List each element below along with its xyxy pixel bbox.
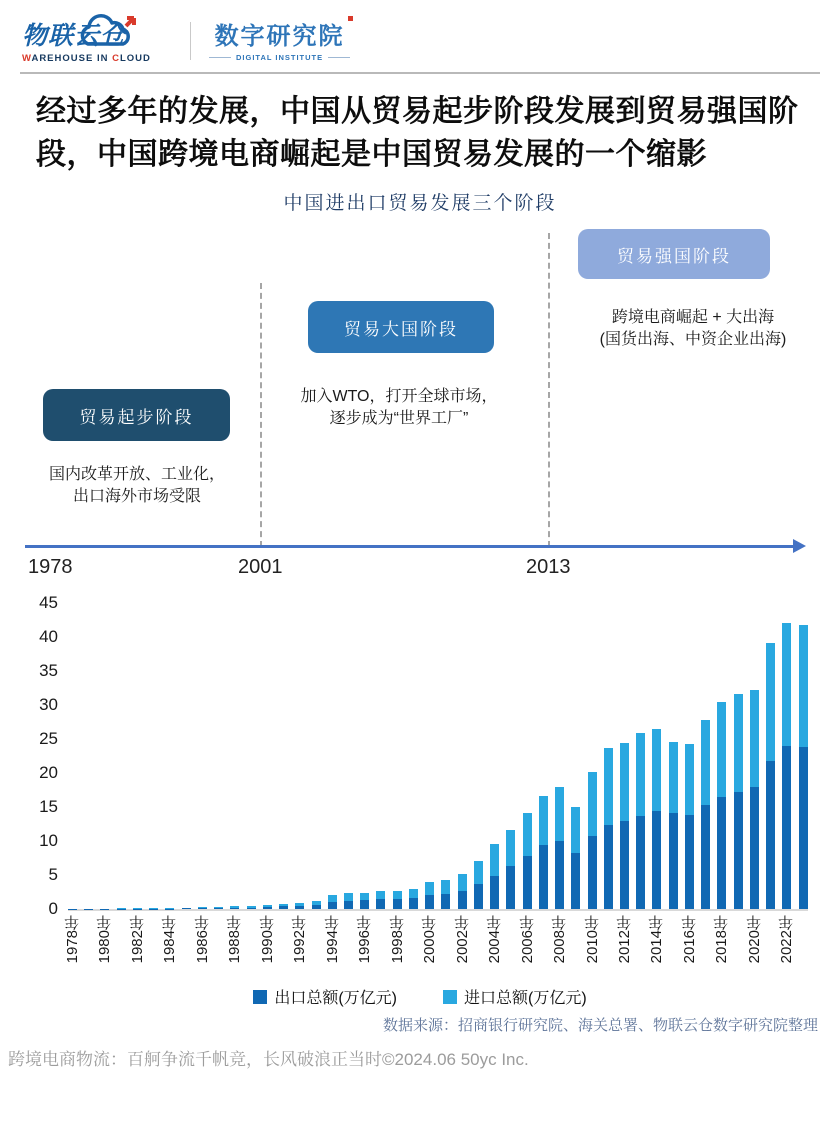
import-segment (458, 874, 467, 891)
export-segment (506, 866, 515, 909)
bar-2023 (799, 625, 808, 909)
bar-1983 (149, 908, 158, 909)
page-title: 经过多年的发展，中国从贸易起步阶段发展到贸易强国阶段，中国跨境电商崛起是中国贸易发展的一个缩影 (36, 95, 799, 171)
stage-box-start: 贸易起步阶段 (43, 389, 230, 441)
export-segment (685, 815, 694, 909)
bar-2007 (539, 796, 548, 909)
red-pixel-deco (348, 16, 353, 21)
import-segment (360, 893, 369, 901)
bar-2012 (620, 743, 629, 909)
export-segment (409, 898, 418, 909)
import-segment (523, 813, 532, 856)
export-segment (376, 899, 385, 909)
export-segment (247, 908, 256, 909)
export-segment (490, 876, 499, 909)
x-tick-label: 1996年 (356, 915, 374, 964)
y-tick-label: 35 (39, 661, 58, 680)
x-tick-label: 1980年 (96, 915, 114, 964)
bar-1987 (214, 907, 223, 909)
bar-2018 (717, 702, 726, 909)
export-segment (523, 856, 532, 909)
export-segment (214, 908, 223, 909)
timeline-axis (25, 545, 795, 548)
legend-item-import: 进口总额(万亿元) (443, 985, 587, 1008)
x-tick-label: 2002年 (453, 915, 471, 964)
bar-1992 (295, 903, 304, 909)
x-tick-2022 (778, 915, 796, 964)
import-segment (652, 729, 661, 811)
import-segment (555, 787, 564, 841)
export-segment (295, 906, 304, 909)
export-segment (182, 908, 191, 909)
export-segment (636, 816, 645, 909)
x-tick-2010 (583, 915, 601, 964)
export-segment (652, 811, 661, 909)
import-segment (750, 690, 759, 787)
import-segment (604, 748, 613, 825)
bar-2016 (685, 744, 694, 909)
y-tick-label: 20 (39, 763, 58, 782)
x-tick-label: 2012年 (615, 915, 633, 964)
x-tick-2021 (766, 915, 775, 963)
export-segment (474, 884, 483, 909)
x-tick-label: 1984年 (161, 915, 179, 964)
export-segment (766, 761, 775, 909)
import-segment (490, 844, 499, 876)
import-segment (620, 743, 629, 821)
y-tick-label: 40 (39, 627, 58, 646)
x-tick-2023 (799, 915, 808, 963)
digital-institute-logo (209, 16, 350, 64)
export-segment (230, 908, 239, 909)
stage-divider-2013 (548, 233, 550, 547)
bar-2008 (555, 787, 564, 909)
y-axis (20, 593, 58, 918)
export-segment (604, 825, 613, 909)
import-segment (701, 720, 710, 805)
x-tick-label: 2022年 (778, 915, 796, 964)
bar-2020 (750, 690, 759, 909)
bar-1995 (344, 893, 353, 909)
export-swatch (253, 990, 267, 1004)
export-segment (344, 901, 353, 910)
bar-1994 (328, 895, 337, 909)
export-segment (588, 836, 597, 909)
import-segment (685, 744, 694, 815)
x-tick-2003 (474, 915, 483, 963)
x-tick-1999 (409, 915, 418, 963)
import-segment (441, 880, 450, 894)
x-tick-label: 1992年 (291, 915, 309, 964)
stage-desc-start: 国内改革开放、工业化， 出口海外市场受限 (48, 466, 225, 505)
x-tick-1989 (247, 915, 256, 963)
x-tick-1985 (182, 915, 191, 963)
y-tick-label: 15 (39, 797, 58, 816)
export-segment (198, 908, 207, 909)
bar-2017 (701, 720, 710, 909)
x-tick-1997 (376, 915, 385, 963)
x-tick-label: 2014年 (648, 915, 666, 964)
x-tick-2005 (506, 915, 515, 963)
bar-2010 (588, 772, 597, 909)
x-tick-1988 (226, 915, 244, 964)
import-segment (782, 623, 791, 746)
bar-2014 (652, 729, 661, 909)
x-tick-2009 (571, 915, 580, 963)
export-segment (555, 841, 564, 909)
import-segment (376, 891, 385, 899)
x-tick-2016 (680, 915, 698, 964)
export-segment (571, 853, 580, 909)
x-tick-1981 (117, 915, 126, 963)
x-tick-2012 (615, 915, 633, 964)
x-tick-1991 (279, 915, 288, 963)
bar-2004 (490, 844, 499, 909)
x-tick-label: 1990年 (258, 915, 276, 964)
bar-2015 (669, 742, 678, 909)
header-divider (190, 22, 191, 60)
bar-1986 (198, 907, 207, 909)
x-tick-1993 (312, 915, 321, 963)
x-tick-1998 (388, 915, 406, 964)
org-cn-text: 数字研究院 (215, 16, 345, 51)
export-segment (263, 907, 272, 909)
logo-en-text: WAREHOUSE IN CLOUD (22, 53, 151, 64)
bar-1985 (182, 908, 191, 909)
bar-1984 (165, 908, 174, 909)
export-segment (539, 845, 548, 909)
bar-1982 (133, 908, 142, 909)
x-tick-label: 2000年 (421, 915, 439, 964)
import-segment (799, 625, 808, 747)
export-segment (669, 813, 678, 909)
x-tick-2015 (669, 915, 678, 963)
stage-desc-strong-power: 跨境电商崛起 + 大出海 (国货出海、中资企业出海) (599, 309, 787, 348)
stage-box-major-power: 贸易大国阶段 (308, 301, 494, 353)
x-tick-2004 (486, 915, 504, 964)
bar-2005 (506, 830, 515, 909)
org-en-text: DIGITAL INSTITUTE (209, 53, 350, 62)
bar-2002 (458, 874, 467, 909)
x-tick-label: 2018年 (713, 915, 731, 964)
x-tick-2002 (453, 915, 471, 964)
bar-1998 (393, 891, 402, 909)
deco-dash-left (209, 57, 231, 58)
x-tick-1978 (64, 915, 81, 964)
export-segment (360, 900, 369, 909)
x-tick-2014 (648, 915, 666, 964)
x-tick-2011 (604, 915, 613, 963)
bar-1999 (409, 889, 418, 909)
y-tick-label: 45 (39, 593, 58, 612)
x-tick-label: 1998年 (388, 915, 406, 964)
import-segment (409, 889, 418, 898)
bar-1993 (312, 901, 321, 909)
bar-2019 (734, 694, 743, 909)
import-segment (328, 895, 337, 902)
timeline-year-2013: 2013 (526, 556, 571, 578)
x-tick-label: 2004年 (486, 915, 504, 964)
export-segment (441, 894, 450, 909)
y-tick-label: 0 (48, 899, 58, 918)
warehouse-in-cloud-logo (22, 14, 172, 64)
stage-box-strong-power: 贸易强国阶段 (578, 229, 770, 279)
x-tick-1996 (356, 915, 374, 964)
bar-2009 (571, 807, 580, 909)
timeline-year-1978: 1978 (28, 556, 73, 578)
x-tick-label: 2010年 (583, 915, 601, 964)
import-swatch (443, 990, 457, 1004)
trade-bar-chart (20, 583, 820, 977)
bar-2021 (766, 643, 775, 909)
x-tick-1980 (96, 915, 114, 964)
import-segment (474, 861, 483, 884)
x-axis (64, 915, 808, 964)
page-footer: 跨境电商物流：百舸争流千帆竞，长风破浪正当时©2024.06 50yc Inc. (8, 1050, 529, 1069)
bar-2006 (523, 813, 532, 909)
x-tick-label: 1988年 (226, 915, 244, 964)
timeline-arrowhead-icon (793, 539, 806, 553)
bar-1997 (376, 891, 385, 909)
export-segment (279, 906, 288, 909)
x-tick-label: 2020年 (745, 915, 763, 964)
x-tick-2008 (551, 915, 569, 964)
x-tick-1987 (214, 915, 223, 963)
export-segment (701, 805, 710, 909)
export-segment (620, 821, 629, 909)
import-segment (588, 772, 597, 836)
export-segment (717, 797, 726, 909)
stage-divider-2001 (260, 283, 262, 547)
import-segment (636, 733, 645, 815)
x-tick-1983 (149, 915, 158, 963)
x-tick-1990 (258, 915, 276, 964)
y-tick-label: 25 (39, 729, 58, 748)
stage-desc-major-power: 加入WTO，打开全球市场， 逐步成为“世界工厂” (300, 388, 498, 427)
plot-area (68, 603, 808, 911)
x-tick-2020 (745, 915, 763, 964)
x-tick-2006 (518, 915, 536, 964)
export-segment (458, 891, 467, 909)
y-tick-label: 30 (39, 695, 58, 714)
import-segment (766, 643, 775, 761)
chart-legend (0, 985, 840, 1008)
import-segment (539, 796, 548, 846)
x-tick-1994 (323, 915, 341, 964)
page-header (0, 0, 840, 72)
x-tick-2019 (734, 915, 743, 963)
x-tick-label: 1982年 (128, 915, 146, 964)
diagram-title: 中国进出口贸易发展三个阶段 (283, 193, 557, 214)
x-tick-2013 (636, 915, 645, 963)
export-segment (734, 792, 743, 909)
import-segment (734, 694, 743, 791)
x-tick-1982 (128, 915, 146, 964)
trade-stages-diagram (0, 221, 840, 583)
bar-2001 (441, 880, 450, 909)
export-segment (312, 905, 321, 909)
export-segment (393, 899, 402, 909)
x-tick-2018 (713, 915, 731, 964)
import-segment (393, 891, 402, 899)
bar-1996 (360, 893, 369, 909)
bar-1988 (230, 906, 239, 909)
bar-1989 (247, 906, 256, 909)
x-tick-1992 (291, 915, 309, 964)
export-segment (799, 747, 808, 909)
import-segment (571, 807, 580, 854)
bar-1991 (279, 904, 288, 909)
header-rule (20, 72, 820, 74)
bar-1981 (117, 908, 126, 909)
logo-cn-text: 物联云仓 (22, 22, 127, 50)
x-tick-label: 1994年 (323, 915, 341, 964)
x-tick-2000 (421, 915, 439, 964)
x-tick-1986 (193, 915, 211, 964)
x-tick-1979 (84, 915, 93, 963)
bar-2003 (474, 861, 483, 909)
x-tick-label: 2006年 (518, 915, 536, 964)
bar-2022 (782, 623, 791, 909)
x-tick-2001 (441, 915, 450, 963)
export-segment (782, 746, 791, 909)
y-tick-label: 10 (39, 831, 58, 850)
export-segment (328, 902, 337, 909)
export-segment (750, 787, 759, 909)
import-segment (425, 882, 434, 895)
bar-2000 (425, 882, 434, 909)
import-segment (717, 702, 726, 798)
x-tick-1995 (344, 915, 353, 963)
x-tick-1984 (161, 915, 179, 964)
bar-2011 (604, 748, 613, 909)
deco-dash-right (328, 57, 350, 58)
x-tick-label: 2016年 (680, 915, 698, 964)
import-segment (669, 742, 678, 813)
x-tick-label: 1978年 (64, 915, 81, 964)
timeline-year-2001: 2001 (238, 556, 283, 578)
y-tick-label: 5 (48, 865, 58, 884)
x-tick-label: 2008年 (551, 915, 569, 964)
legend-item-export: 出口总额(万亿元) (253, 985, 397, 1008)
data-source-note: 数据来源：招商银行研究院、海关总署、物联云仓数字研究院整理 (382, 1017, 818, 1034)
import-segment (506, 830, 515, 867)
x-tick-2007 (539, 915, 548, 963)
bar-1990 (263, 905, 272, 909)
import-segment (344, 893, 353, 900)
export-segment (425, 895, 434, 909)
bar-2013 (636, 733, 645, 909)
x-tick-label: 1986年 (193, 915, 211, 964)
x-tick-2017 (701, 915, 710, 963)
